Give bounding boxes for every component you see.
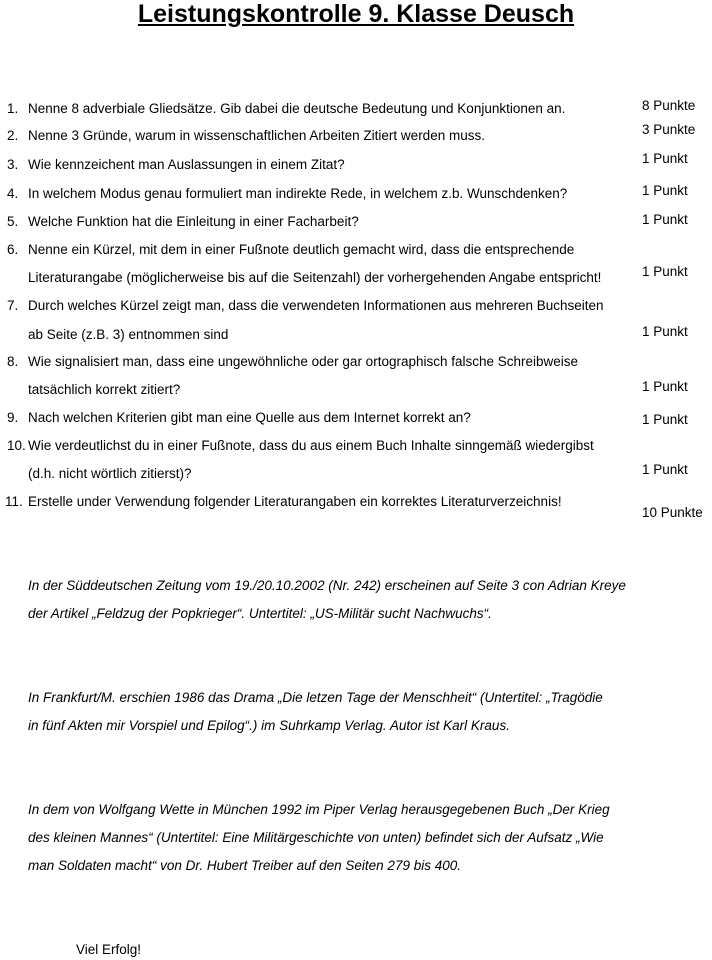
- task-source-1: In der Süddeutschen Zeitung vom 19./20.10.2002 (Nr. 242) erscheinen auf Seite 3 con Adrian Kreye: [28, 578, 626, 593]
- question-number: 9.: [7, 410, 19, 425]
- question-number: 6.: [7, 242, 19, 257]
- task-source-1-continued: der Artikel „Feldzug der Popkrieger“. Untertitel: „US-Militär sucht Nachwuchs“.: [28, 606, 492, 621]
- closing-text: Viel Erfolg!: [76, 942, 142, 957]
- task-source-2: In Frankfurt/M. erschien 1986 das Drama „Die letzen Tage der Menschheit“ (Untertitel: „Tragödie: [28, 690, 603, 705]
- question-points: 3 Punkte: [642, 122, 696, 137]
- task-source-3-continued: man Soldaten macht“ von Dr. Hubert Treiber auf den Seiten 279 bis 400.: [28, 858, 461, 873]
- task-source-2-continued: in fünf Akten mir Vorspiel und Epilog“.) im Suhrkamp Verlag. Autor ist Karl Kraus.: [28, 718, 510, 733]
- question-points: 1 Punkt: [642, 212, 688, 227]
- question-text-continued: (d.h. nicht wörtlich zitierst)?: [28, 466, 192, 481]
- question-number: 3.: [7, 157, 19, 172]
- question-text-continued: ab Seite (z.B. 3) entnommen sind: [28, 327, 229, 342]
- question-text: In welchem Modus genau formuliert man indirekte Rede, in welchem z.b. Wunschdenken?: [28, 186, 568, 201]
- question-points: 1 Punkt: [642, 412, 688, 427]
- question-number: 4.: [7, 186, 19, 201]
- task-source-3-continued: des kleinen Mannes“ (Untertitel: Eine Militärgeschichte von unten) befindet sich der Aufsatz „Wie: [28, 830, 604, 845]
- question-text: Nenne ein Kürzel, mit dem in einer Fußnote deutlich gemacht wird, dass die entsprechende: [28, 242, 575, 257]
- question-points: 1 Punkt: [642, 151, 688, 166]
- question-number: 8.: [7, 354, 19, 369]
- question-number: 2.: [7, 128, 19, 143]
- question-points: 1 Punkt: [642, 324, 688, 339]
- question-text: Wie signalisiert man, dass eine ungewöhnliche oder gar ortographisch falsche Schreibweise: [28, 354, 579, 369]
- question-text: Nenne 3 Gründe, warum in wissenschaftlichen Arbeiten Zitiert werden muss.: [28, 128, 485, 143]
- question-number: 1.: [7, 101, 19, 116]
- question-points: 1 Punkt: [642, 462, 688, 477]
- page-title: Leistungskontrolle 9. Klasse Deusch: [137, 0, 575, 28]
- question-points: 10 Punkte: [642, 505, 703, 520]
- question-text: Erstelle under Verwendung folgender Literaturangaben ein korrektes Literaturverzeichnis!: [28, 494, 562, 509]
- question-number: 10.: [7, 438, 26, 453]
- question-text: Nenne 8 adverbiale Gliedsätze. Gib dabei die deutsche Bedeutung und Konjunktionen an.: [28, 101, 566, 116]
- question-text: Wie verdeutlichst du in einer Fußnote, dass du aus einem Buch Inhalte sinngemäß wiedergibst: [28, 438, 594, 453]
- question-text-continued: tatsächlich korrekt zitiert?: [28, 382, 181, 397]
- question-number: 11.: [5, 494, 23, 509]
- question-points: 8 Punkte: [642, 98, 696, 113]
- question-text: Nach welchen Kriterien gibt man eine Quelle aus dem Internet korrekt an?: [28, 410, 471, 425]
- question-points: 1 Punkt: [642, 379, 688, 394]
- question-points: 1 Punkt: [642, 183, 688, 198]
- question-number: 7.: [7, 298, 19, 313]
- question-points: 1 Punkt: [642, 264, 688, 279]
- question-number: 5.: [7, 214, 19, 229]
- question-text: Wie kennzeichent man Auslassungen in einem Zitat?: [28, 157, 345, 172]
- question-text: Durch welches Kürzel zeigt man, dass die verwendeten Informationen aus mehreren Buchseiten: [28, 298, 604, 313]
- question-text: Welche Funktion hat die Einleitung in einer Facharbeit?: [28, 214, 359, 229]
- task-source-3: In dem von Wolfgang Wette in München 1992 im Piper Verlag herausgegebenen Buch „Der Krieg: [28, 802, 610, 817]
- question-text-continued: Literaturangabe (möglicherweise bis auf die Seitenzahl) der vorhergehenden Angabe entspricht!: [28, 270, 602, 285]
